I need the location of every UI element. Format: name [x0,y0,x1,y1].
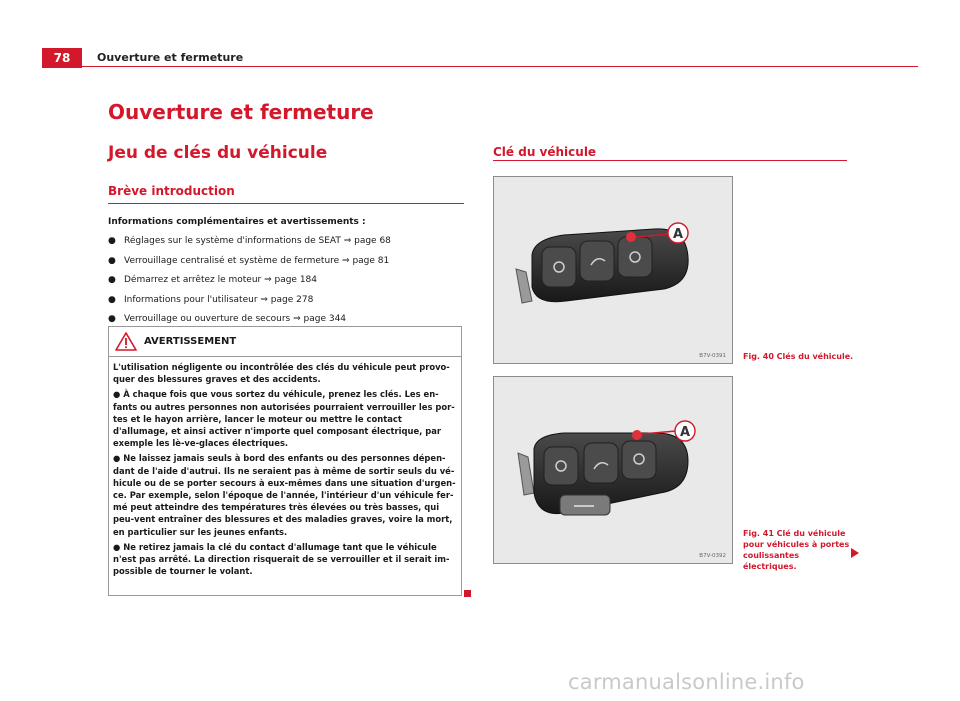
list-item[interactable] [108,252,464,272]
list-item-text: Informations pour l'utilisateur ⇒ page 278 [124,294,314,305]
warning-body [113,361,457,580]
right-section-rule [493,160,847,161]
figure-label: A [679,425,691,440]
watermark: carmanualsonline.info [568,670,805,694]
chapter-title: Ouverture et fermeture [108,100,374,124]
warning-point: ● Ne laissez jamais seuls à bord des enfants ou des personnes dépen-dant de l'aide d'autrui. Ils ne seraient pas à même de sortir seuls du vé-hicule ou de se porter secours à eux-mêmes dans une situation d'urgen-ce. Par exemple, selon l'époque de l'année, l'intérieur d'un véhicule fer-mé peut atteindre des températures très élevées ou très basses, qui peu-vent entraîner des blessures et des maladies graves, voire la mort, en particulier sur les jeunes enfants. [113,453,456,537]
bullet-icon: ● [108,255,116,266]
car-key-illustration [494,177,733,364]
section-title: Jeu de clés du véhicule [108,143,328,163]
warning-point: ● À chaque fois que vous sortez du véhicule, prenez les clés. Les en-fants ou autres personnes non autorisées pourraient verrouiller les por-tes et le hayon arrière, lancer le moteur ou mettre le contact d'allumage, et ainsi activer n'importe quel composant électrique, par exemple les lè-ve-glaces électriques. [113,389,455,449]
warning-title: AVERTISSEMENT [144,336,237,347]
info-heading: Informations complémentaires et avertissements : [108,217,366,227]
bullet-icon: ● [108,275,116,285]
warning-header [109,327,461,357]
bullet-icon: ● [108,236,116,246]
figure-caption: Fig. 40 Clés du véhicule. [743,352,854,361]
list-item[interactable] [108,291,464,311]
figure-caption: Fig. 41 Clé du véhicule pour véhicules à portes coulissantes électriques. [743,529,850,571]
continue-arrow-icon [851,548,859,558]
running-header: Ouverture et fermeture [97,51,244,64]
list-item-text: Démarrez et arrêtez le moteur ⇒ page 184 [124,275,318,285]
warning-point: ● Ne retirez jamais la clé du contact d'allumage tant que le véhicule n'est pas arrêté. La direction risquerait de se verrouiller et il serait im-possible de tourner le volant. [113,541,450,577]
header-rule [82,66,918,67]
list-item-text: Verrouillage ou ouverture de secours ⇒ page 344 [124,314,347,324]
subsection-title: Brève introduction [108,184,235,198]
figure-key-sliding-doors [493,376,733,564]
warning-lead: L'utilisation négligente ou incontrôlée des clés du véhicule peut provo-quer des blessures graves et des accidents. [113,362,450,385]
bullet-icon: ● [108,314,116,324]
car-key-illustration [494,377,733,564]
page-number: 78 [42,48,82,68]
bullet-icon: ● [108,294,116,305]
list-item[interactable] [108,271,464,291]
list-item-text: Verrouillage centralisé et système de fermeture ⇒ page 81 [124,255,390,266]
figure-key-standard [493,176,733,364]
figure-code: B7V-0391 [699,353,726,359]
end-of-section-marker [464,590,471,597]
right-section-title: Clé du véhicule [493,145,597,159]
subsection-rule [108,203,464,204]
warning-box [108,326,462,596]
warning-triangle-icon [115,332,137,351]
reference-list [108,232,464,330]
list-item[interactable] [108,232,464,252]
figure-code: B7V-0392 [699,553,726,559]
list-item-text: Réglages sur le système d'informations de SEAT ⇒ page 68 [124,236,391,246]
figure-label: A [672,227,684,242]
